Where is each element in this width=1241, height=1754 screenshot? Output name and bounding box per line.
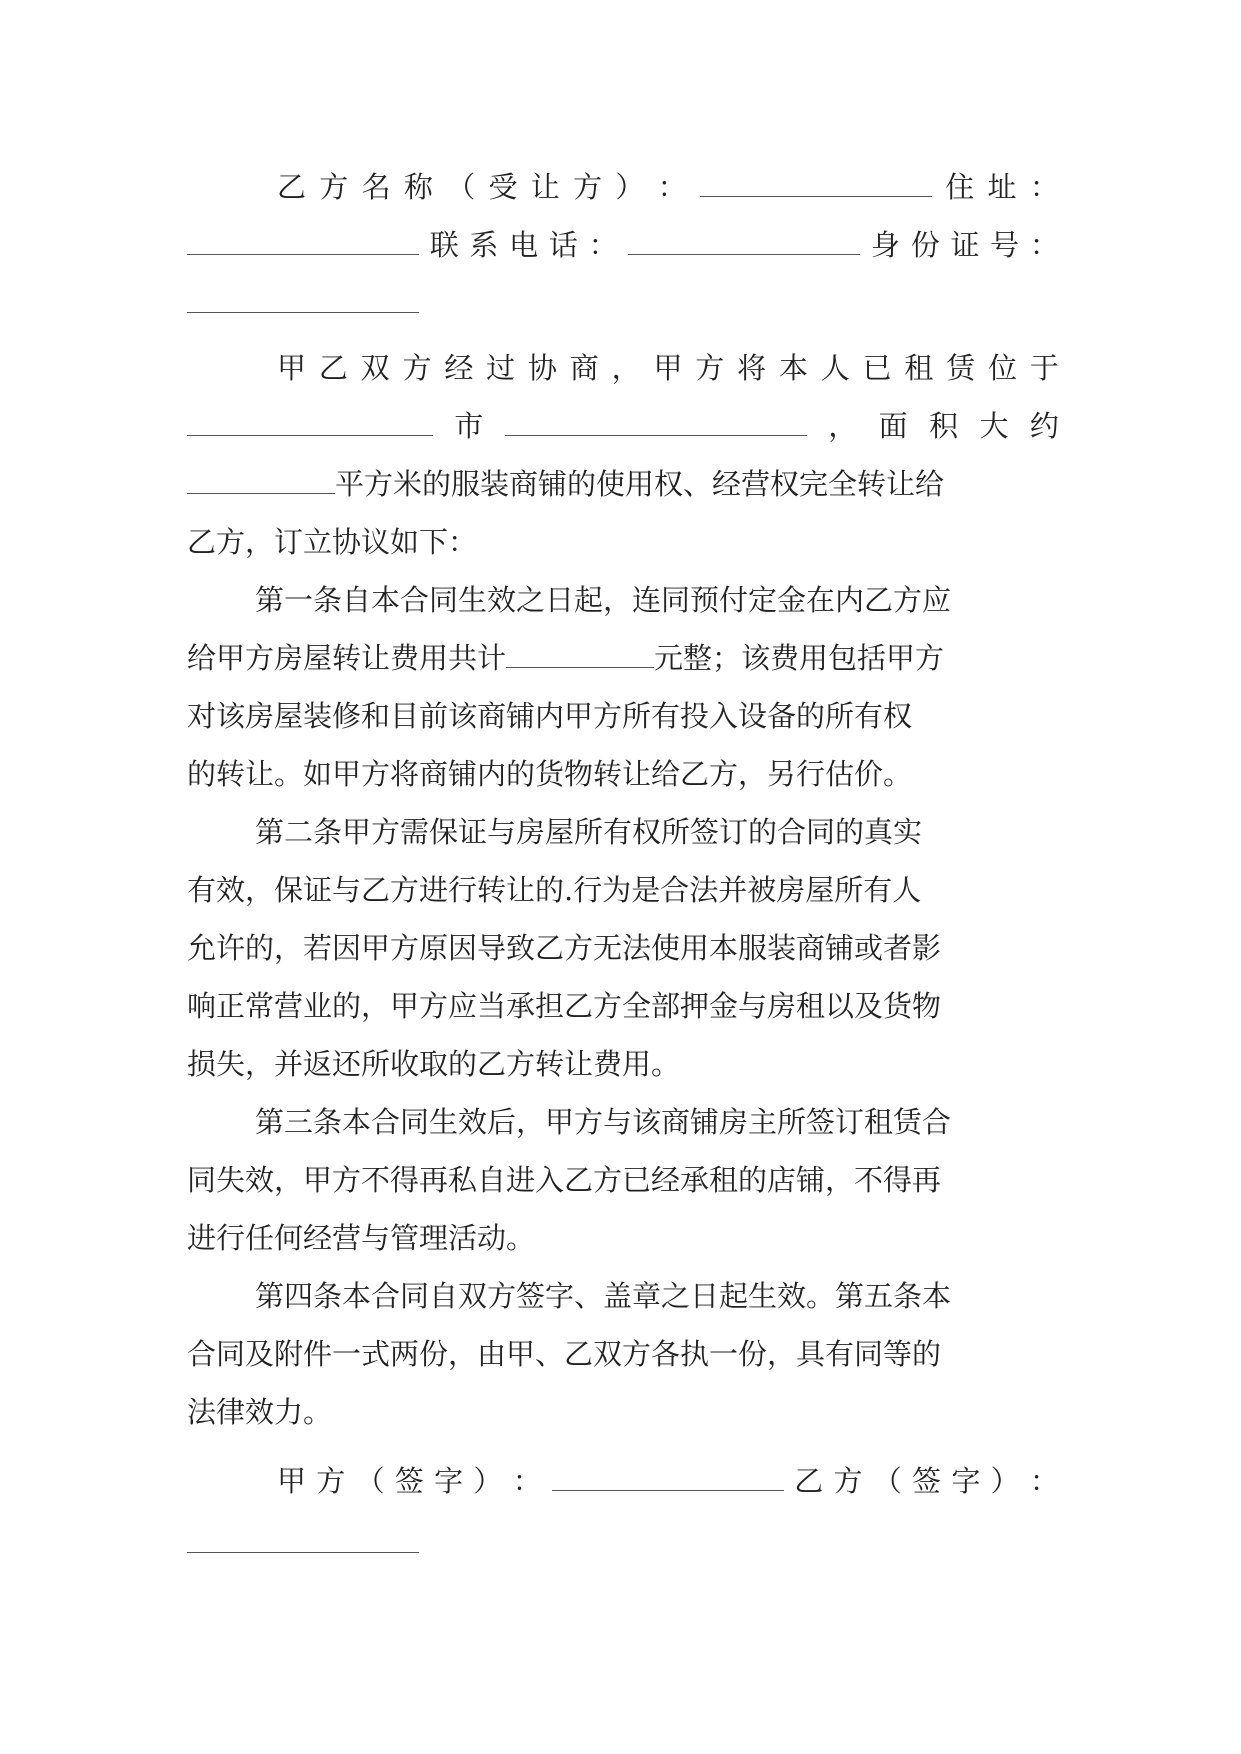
transfer-fee-blank (506, 637, 654, 668)
article-2-line-1: 第二条甲方需保证与房屋所有权所签订的合同的真实 (255, 815, 923, 849)
party-a-sign-label-char: 甲 (277, 1464, 307, 1498)
party-b-name-label-char: 名 (361, 170, 391, 204)
party-b-name-label-char: 乙 (277, 170, 307, 204)
article-1-text: 给甲方房屋转让费用共计 (187, 641, 507, 675)
article-2-line-5: 损失，并返还所收取的乙方转让费用。 (187, 1047, 681, 1081)
article-4-line-1: 第四条本合同自双方签字、盖章之日起生效。第五条本 (255, 1279, 952, 1313)
party-b-sign-label-char: 签 (912, 1464, 942, 1498)
intro-char: 积 (929, 409, 959, 443)
article-3-line-1: 第三条本合同生效后，甲方与该商铺房主所签订租赁合 (255, 1105, 952, 1139)
article-1-line-4: 的转让。如甲方将商铺内的货物转让给乙方，另行估价。 (187, 757, 913, 791)
intro-char: 协 (527, 351, 557, 385)
party-b-sign-label-char: 方 (833, 1464, 863, 1498)
party-b-sign-label-char: ） (990, 1464, 1020, 1498)
intro-char: 双 (360, 351, 390, 385)
party-b-name-label-char: 受 (488, 170, 518, 204)
party-b-sign-label-char: 字 (951, 1464, 981, 1498)
address-blank (187, 224, 419, 255)
intro-char: 租 (904, 351, 934, 385)
phone-label-char: 系 (469, 228, 499, 262)
party-b-sign-label-char: （ (872, 1464, 902, 1498)
intro-char: 面 (878, 409, 908, 443)
article-3-line-2: 同失效，甲方不得再私自进入乙方已经承租的店铺，不得再 (187, 1163, 942, 1197)
phone-blank (628, 224, 860, 255)
intro-line-1 (277, 344, 1059, 392)
area-blank (187, 463, 335, 494)
party-b-name-label-char: 方 (319, 170, 349, 204)
article-2-line-3: 允许的，若因甲方原因导致乙方无法使用本服装商铺或者影 (187, 931, 942, 965)
intro-char: 将 (737, 351, 767, 385)
article-2-line-4: 响正常营业的，甲方应当承担乙方全部押金与房租以及货物 (187, 989, 942, 1023)
intro-char: 已 (862, 351, 892, 385)
intro-char: ， (828, 409, 858, 443)
intro-text: 平方米的服装商铺的使用权、经营权完全转让给 (335, 467, 945, 501)
address-label-char: 住 (945, 170, 975, 204)
intro-char: 人 (820, 351, 850, 385)
intro-char: 方 (695, 351, 725, 385)
party-b-contact-line (187, 221, 1059, 269)
city-label: 市 (454, 409, 484, 443)
address-label-char: ： (1029, 170, 1059, 204)
id-number-line (187, 279, 1059, 327)
intro-char: 甲 (653, 351, 683, 385)
id-number-blank (187, 282, 419, 313)
intro-char: 赁 (946, 351, 976, 385)
party-a-signature-blank (552, 1460, 784, 1491)
article-4-line-3: 法律效力。 (187, 1395, 333, 1429)
party-a-sign-label-char: 字 (434, 1464, 464, 1498)
party-b-name-blank (700, 166, 932, 197)
phone-label-char: 话 (548, 228, 578, 262)
intro-char: 于 (1029, 351, 1059, 385)
article-1-line-1: 第一条自本合同生效之日起，连同预付定金在内乙方应 (255, 583, 952, 617)
party-b-sign-label-char: 乙 (794, 1464, 824, 1498)
intro-char: 本 (778, 351, 808, 385)
id-label-char: 身 (871, 228, 901, 262)
intro-line-2 (187, 402, 1059, 450)
intro-char: 大 (979, 409, 1009, 443)
article-4-line-2: 合同及附件一式两份，由甲、乙双方各执一份，具有同等的 (187, 1337, 942, 1371)
phone-label-char: 联 (429, 228, 459, 262)
article-3-line-3: 进行任何经营与管理活动。 (187, 1221, 536, 1255)
party-b-name-label-char: 称 (403, 170, 433, 204)
intro-char: 位 (988, 351, 1018, 385)
party-a-sign-label-char: ： (512, 1464, 542, 1498)
party-b-name-label-char: 让 (530, 170, 560, 204)
party-b-name-label-char: 方 (573, 170, 603, 204)
article-1-line-2 (187, 634, 1059, 682)
id-label-char: 证 (950, 228, 980, 262)
intro-line-4: 乙方，订立协议如下： (187, 525, 478, 559)
party-b-signature-line (187, 1519, 1059, 1567)
signature-line (277, 1457, 1059, 1505)
intro-char: 乙 (318, 351, 348, 385)
party-a-sign-label-char: ） (473, 1464, 503, 1498)
intro-char: 甲 (277, 351, 307, 385)
id-label-char: ： (1029, 228, 1059, 262)
intro-char: ， (611, 351, 641, 385)
party-b-name-label-char: （ (446, 170, 476, 204)
phone-label-char: 电 (509, 228, 539, 262)
party-a-sign-label-char: 方 (316, 1464, 346, 1498)
article-2-line-2: 有效，保证与乙方进行转让的.行为是合法并被房屋所有人 (187, 873, 922, 907)
party-b-name-label-char: ） (615, 170, 645, 204)
id-label-char: 号 (990, 228, 1020, 262)
intro-char: 约 (1029, 409, 1059, 443)
party-a-sign-label-char: （ (355, 1464, 385, 1498)
party-b-name-label-char: ： (657, 170, 687, 204)
article-1-text: 元整；该费用包括甲方 (654, 641, 945, 675)
article-1-line-3: 对该房屋装修和目前该商铺内甲方所有投入设备的所有权 (187, 699, 913, 733)
address-label-char: 址 (987, 170, 1017, 204)
location-blank (505, 405, 807, 436)
party-b-name-line (277, 163, 1059, 211)
party-b-sign-label-char: ： (1029, 1464, 1059, 1498)
party-a-sign-label-char: 签 (394, 1464, 424, 1498)
province-blank (187, 405, 433, 436)
intro-char: 方 (402, 351, 432, 385)
id-label-char: 份 (910, 228, 940, 262)
phone-label-char: ： (588, 228, 618, 262)
intro-char: 商 (569, 351, 599, 385)
intro-char: 经 (444, 351, 474, 385)
intro-char: 过 (486, 351, 516, 385)
party-b-signature-blank (187, 1522, 419, 1553)
intro-line-3 (187, 460, 1059, 508)
